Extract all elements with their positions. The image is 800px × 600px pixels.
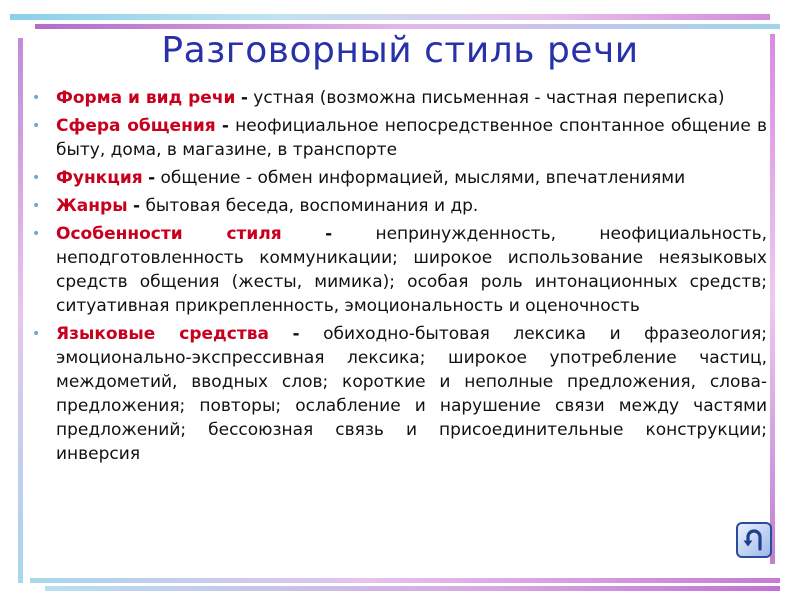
bullet-list [32,86,767,470]
term-description: неофициальное непосредственное спонтанное общение в быту, дома, в магазине, в транспорте [56,116,768,160]
list-item [32,194,767,218]
term-description: непринужденность, неофициальность, неподготовленность коммуникации; широкое использование неязыковых средств общения (жесты, мимика); особая роль интонационных средств; ситуативная прикрепленность, эмоциональность и оценочность [56,224,768,316]
term-description: обиходно-бытовая лексика и фразеология; эмоционально-экспрессивная лексика; широкое употребление частиц, междометий, вводных слов; короткие и неполные предложения, слова-предложения; повторы; ослабление и нарушение связи между частями предложений; бессоюзная связь и присоединительные конструкции; инверсия [56,324,768,464]
term-label: Жанры [56,196,128,216]
bullet-icon: • [32,118,41,134]
list-item [32,166,767,190]
dash: - [132,196,141,216]
dash: - [325,224,333,244]
list-item [32,322,767,466]
decorative-right-bar [770,34,775,564]
decorative-bottom-outer-bar [45,586,780,591]
decorative-top-inner-bar [35,24,780,29]
dash: - [240,88,248,108]
bullet-icon: • [32,170,41,186]
decorative-left-bar [18,38,23,583]
list-item [32,222,767,318]
slide-title: Разговорный стиль речи [161,30,639,71]
term-label: Языковые средства [56,324,269,344]
dash: - [221,116,229,136]
bullet-icon: • [32,326,41,342]
bullet-icon: • [32,198,41,214]
bullet-icon: • [32,90,41,106]
back-button[interactable] [736,522,772,558]
u-turn-back-arrow-icon [741,527,767,553]
bullet-icon: • [32,226,41,242]
decorative-bottom-bar [30,578,780,583]
term-label: Особенности стиля [56,224,282,244]
term-description: бытовая беседа, воспоминания и др. [145,196,479,216]
dash: - [148,168,156,188]
term-label: Сфера общения [56,116,216,136]
term-label: Форма и вид речи [56,88,236,108]
dash: - [292,324,300,344]
list-item [32,114,767,162]
term-label: Функция [56,168,143,188]
term-description: устная (возможна письменная - частная переписка) [253,88,725,108]
decorative-top-bar [10,14,770,20]
list-item [32,86,767,110]
term-description: общение - обмен информацией, мыслями, впечатлениями [160,168,686,188]
